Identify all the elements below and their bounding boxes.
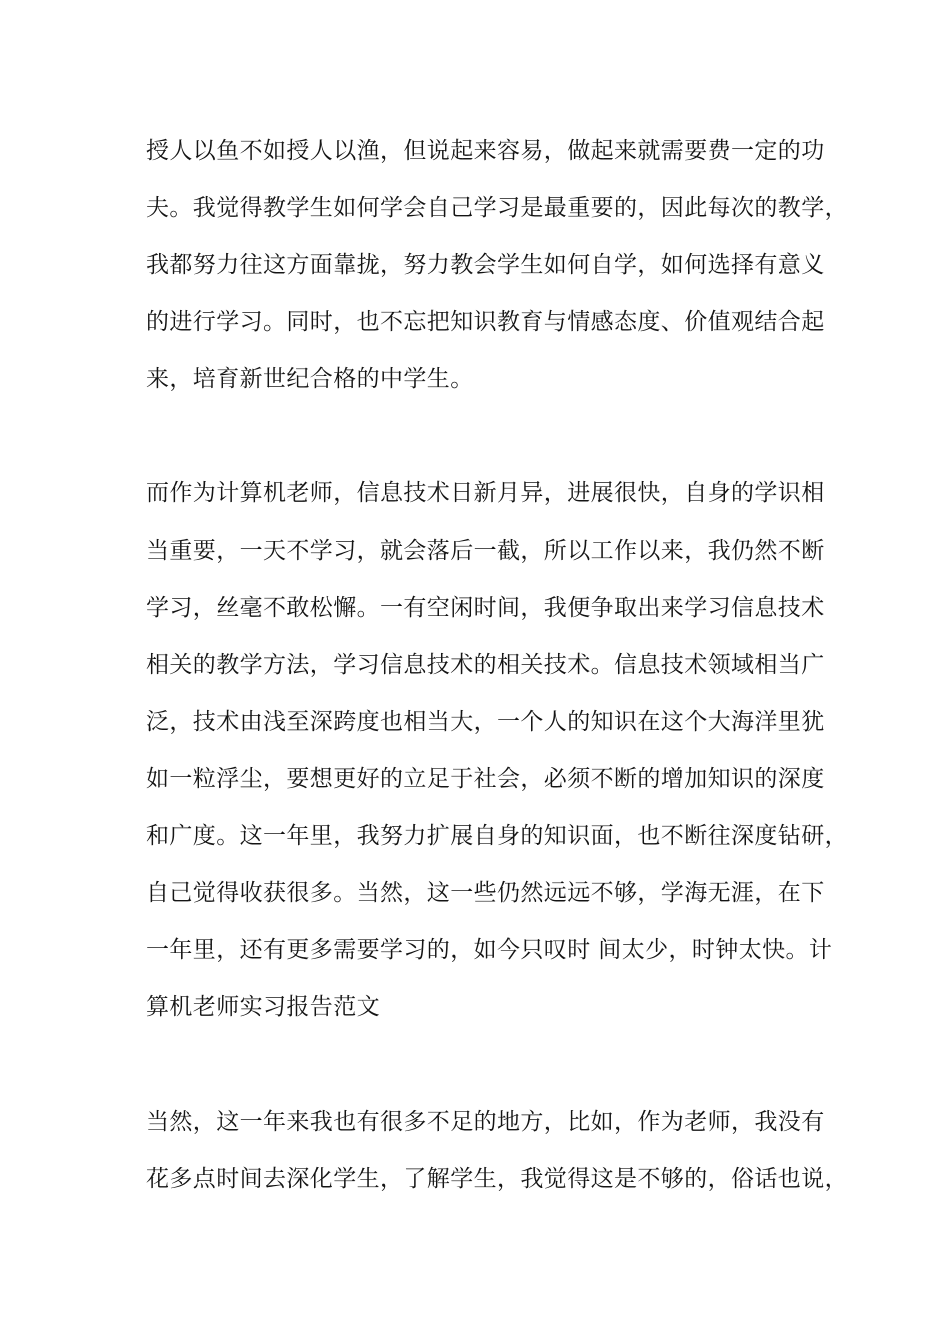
paragraph-2-line-5: 泛，技术由浅至深跨度也相当大，一个人的知识在这个大海洋里犹 (146, 709, 825, 735)
paragraph-1-line-5: 来，培育新世纪合格的中学生。 (146, 366, 474, 392)
paragraph-2-line-8: 自己觉得收获很多。当然，这一些仍然远远不够，学海无涯，在下 (146, 880, 825, 906)
paragraph-2-line-10: 算机老师实习报告范文 (146, 994, 380, 1020)
paragraph-1-line-1: 授人以鱼不如授人以渔，但说起来容易，做起来就需要费一定的功 (146, 138, 825, 164)
paragraph-2-line-6: 如一粒浮尘，要想更好的立足于社会，必须不断的增加知识的深度 (146, 766, 825, 792)
paragraph-3-line-2: 花多点时间去深化学生，了解学生，我觉得这是不够的，俗话也说， (146, 1166, 848, 1192)
paragraph-2-line-7: 和广度。这一年里，我努力扩展自身的知识面，也不断往深度钻研， (146, 823, 848, 849)
paragraph-1-line-2: 夫。我觉得教学生如何学会自己学习是最重要的，因此每次的教学， (146, 195, 848, 221)
paragraph-2-line-4: 相关的教学方法，学习信息技术的相关技术。信息技术领域相当广 (146, 652, 825, 678)
paragraph-2-line-1: 而作为计算机老师，信息技术日新月异，进展很快，自身的学识相 (146, 480, 825, 506)
paragraph-2-line-2: 当重要，一天不学习，就会落后一截，所以工作以来，我仍然不断 (146, 538, 825, 564)
paragraph-1-line-3: 我都努力往这方面靠拢，努力教会学生如何自学，如何选择有意义 (146, 252, 825, 278)
paragraph-2-line-3: 学习，丝毫不敢松懈。一有空闲时间，我便争取出来学习信息技术 (146, 595, 825, 621)
paragraph-1-line-4: 的进行学习。同时，也不忘把知识教育与情感态度、价值观结合起 (146, 309, 825, 335)
paragraph-3-line-1: 当然，这一年来我也有很多不足的地方，比如，作为老师，我没有 (146, 1109, 825, 1135)
paragraph-2-line-9: 一年里，还有更多需要学习的，如今只叹时 间太少，时钟太快。计 (146, 937, 833, 963)
